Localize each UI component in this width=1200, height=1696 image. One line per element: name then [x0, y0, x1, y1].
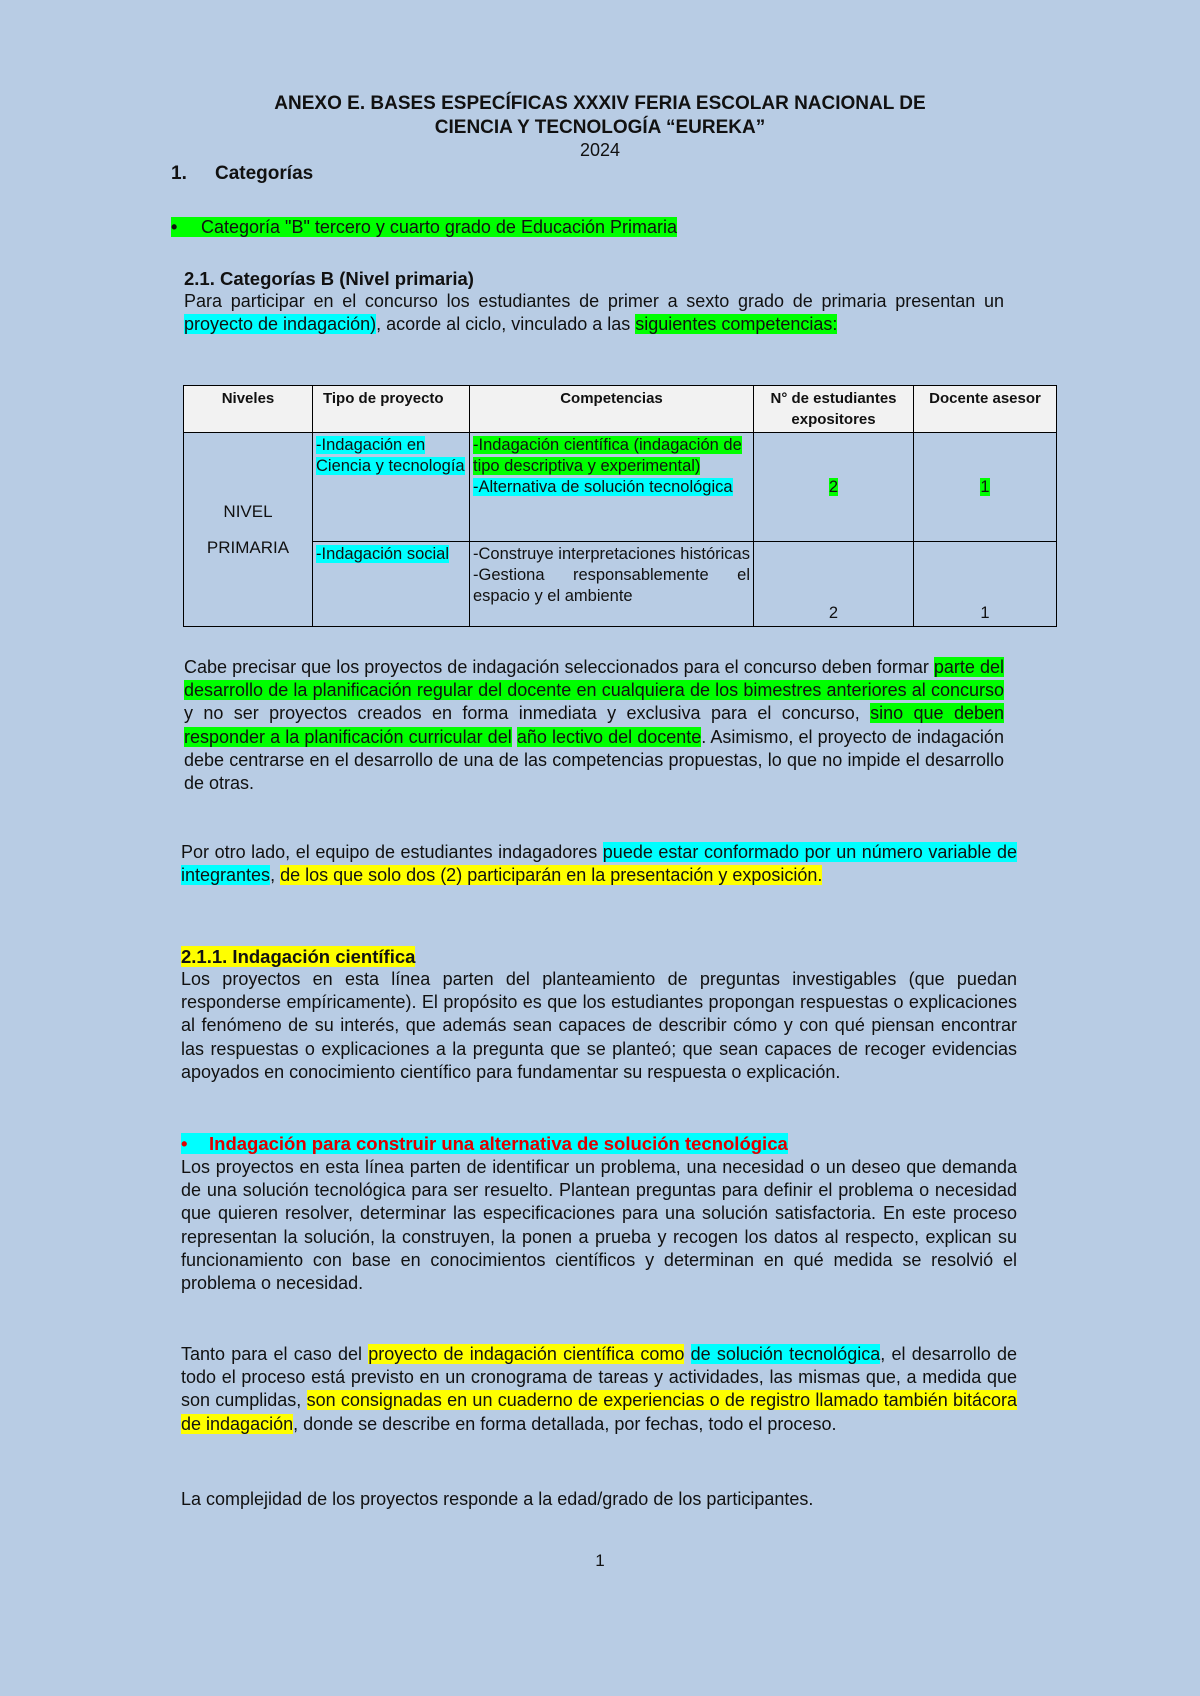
- highlight-cyan: de solución tecnológica: [690, 1344, 881, 1364]
- category-bullet-text: Categoría "B" tercero y cuarto grado de Educación Primaria: [201, 217, 678, 237]
- highlight-green: parte del desarrollo de la planificación regular del docente en cualquiera de los bimestres anteriores al concurso: [184, 657, 1004, 701]
- competencies-table: [183, 385, 1057, 627]
- text-run: Para participar en el concurso los estudiantes de primer a sexto grado de primaria presentan un: [184, 291, 1004, 311]
- page-number: 1: [595, 1551, 605, 1570]
- competency-text: -Gestiona responsablemente el espacio y el ambiente: [473, 566, 750, 605]
- highlight-yellow: son consignadas en un cuaderno de experiencias o de registro llamado también bitácora de indagación: [181, 1390, 1017, 1434]
- competencies-cell: [470, 433, 754, 542]
- text-run: ,: [270, 865, 281, 886]
- text-run: Por otro lado, el equipo de estudiantes indagadores: [181, 842, 603, 862]
- text-run: , el desarrollo de todo el proceso está previsto en un cronograma de tareas y actividades, las mismas que, a medida que son cumplidas,: [181, 1344, 1017, 1411]
- header-advisor: Docente asesor: [914, 386, 1057, 433]
- tech-solution-heading: [181, 1133, 788, 1155]
- document-title-line-2: CIENCIA Y TECNOLOGÍA “EUREKA”: [434, 117, 766, 138]
- header-levels: Niveles: [184, 386, 313, 433]
- project-type-cell: [313, 542, 470, 627]
- competencies-cell: [470, 542, 754, 627]
- highlight-cyan: puede estar conformado por un número variable de integrantes: [181, 842, 1017, 886]
- table-header-row: [184, 386, 1057, 433]
- highlight-green: sino que deben responder a la planificación curricular del: [184, 703, 1004, 747]
- section-1-heading: [171, 163, 313, 185]
- text-run: , acorde al ciclo, vinculado a las: [376, 314, 636, 335]
- highlight-cyan: -Indagación en Ciencia y tecnología: [316, 436, 465, 475]
- paragraph-tech-solution: Los proyectos en esta línea parten de identificar un problema, una necesidad o un deseo que demanda de una solución tecnológica para ser resuelto. Plantean preguntas para definir el problema o necesidad que quieren resolver, determinar las especificaciones para una solución satisfactoria. En este proceso representan la solución, la construyen, la ponen a prueba y recogen los datos al respecto, explican su funcionamiento con base en conocimientos científicos y determinan en qué medida se resolvió el problema o necesidad.: [181, 1157, 1017, 1294]
- table-row: [184, 433, 1057, 542]
- paragraph-participation: [184, 290, 1004, 336]
- competency-text: -Construye interpretaciones históricas: [473, 545, 750, 563]
- text-run: . Asimismo, el proyecto de indagación debe centrarse en el desarrollo de una de las competencias propuestas, lo que no impide el desarrollo de otras.: [184, 726, 1004, 794]
- header-students: N° de estudiantes expositores: [754, 386, 914, 433]
- highlight-green: año lectivo del docente: [516, 726, 702, 747]
- section-1-number: 1.: [171, 163, 187, 184]
- category-bullet: [171, 217, 677, 238]
- section-1-title: Categorías: [215, 163, 314, 184]
- section-2-1-heading: 2.1. Categorías B (Nivel primaria): [184, 268, 474, 289]
- highlight-cyan: -Indagación social: [316, 545, 449, 563]
- table-row: [184, 542, 1057, 627]
- paragraph-team: [181, 841, 1017, 887]
- highlight-green: 2: [828, 477, 839, 496]
- paragraph-scientific-inquiry: Los proyectos en esta línea parten del planteamiento de preguntas investigables (que puedan responderse empíricamente). El propósito es que los estudiantes propongan respuestas o explicaciones al fenómeno de su interés, que además sean capaces de describir cómo y con qué piensan encontrar las respuestas o explicaciones a la pregunta que se planteó; que sean capaces de recoger evidencias apoyados en conocimiento científico para fundamentar su respuesta o explicación.: [181, 969, 1017, 1082]
- paragraph-logbook: [181, 1343, 1017, 1436]
- highlight-yellow: 2.1.1. Indagación científica: [181, 946, 416, 967]
- level-line-1: NIVEL: [223, 501, 273, 521]
- highlight-green: -Indagación científica (indagación de tipo descriptiva y experimental): [473, 436, 742, 475]
- header-project-type: Tipo de proyecto: [313, 386, 470, 433]
- section-2-1-1-heading: [181, 946, 415, 968]
- bullet-icon: •: [171, 217, 178, 237]
- project-type-cell: [313, 433, 470, 542]
- highlight-yellow: de los que solo dos (2) participarán en la presentación y exposición.: [280, 865, 823, 886]
- tech-solution-title: Indagación para construir una alternativa de solución tecnológica: [209, 1133, 788, 1154]
- level-line-2: PRIMARIA: [206, 537, 290, 557]
- highlight-yellow: proyecto de indagación científica como: [368, 1344, 685, 1364]
- paragraph-complexity: La complejidad de los proyectos responde a la edad/grado de los participantes.: [181, 1489, 814, 1509]
- highlight-green: siguientes competencias:: [635, 314, 838, 335]
- highlight-cyan: -Alternativa de solución tecnológica: [473, 478, 733, 496]
- students-cell: 2: [754, 542, 914, 627]
- advisor-cell: [914, 433, 1057, 542]
- text-run: [684, 1344, 690, 1364]
- bullet-icon: •: [181, 1133, 188, 1154]
- text-run: Tanto para el caso del: [181, 1344, 369, 1364]
- text-run: y no ser proyectos creados en forma inmediata y exclusiva para el concurso,: [184, 703, 871, 724]
- students-cell: [754, 433, 914, 542]
- highlight-green: 1: [980, 477, 990, 496]
- text-run: Cabe precisar que los proyectos de indagación seleccionados para el concurso deben formar: [184, 657, 934, 677]
- level-cell: [184, 433, 313, 627]
- paragraph-precision: [184, 656, 1004, 795]
- document-title-line-1: ANEXO E. BASES ESPECÍFICAS XXXIV FERIA ESCOLAR NACIONAL DE: [274, 93, 926, 114]
- text-run: , donde se describe en forma detallada, por fechas, todo el proceso.: [293, 1413, 837, 1434]
- advisor-cell: 1: [914, 542, 1057, 627]
- header-competencies: Competencias: [470, 386, 754, 433]
- document-year: 2024: [579, 140, 621, 160]
- highlight-cyan: proyecto de indagación): [184, 314, 377, 335]
